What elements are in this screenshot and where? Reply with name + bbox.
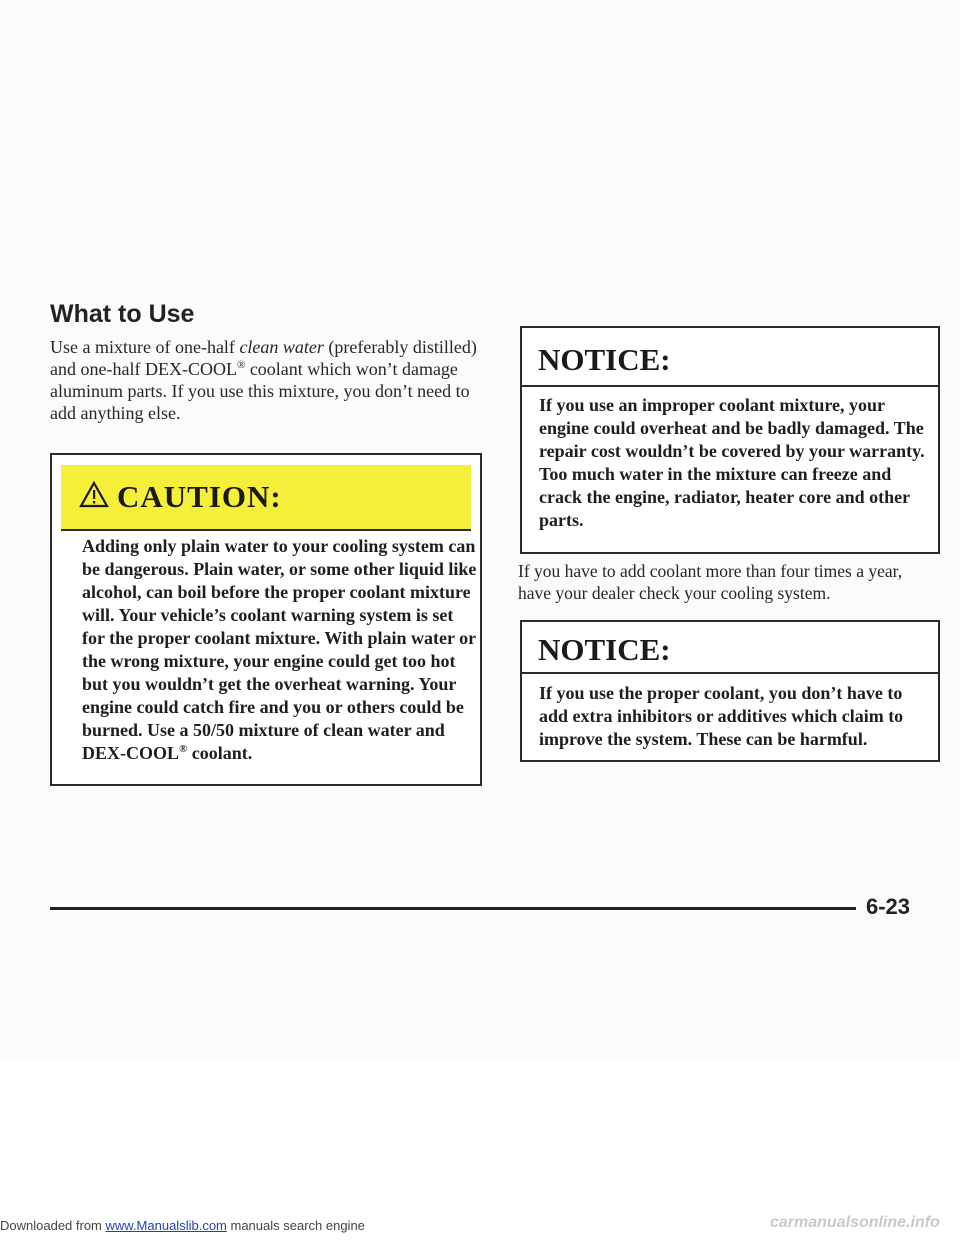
coolant-frequency-paragraph: If you have to add coolant more than four times a year, have your dealer check your cooling system. bbox=[518, 561, 903, 603]
banner-suffix: manuals search engine bbox=[226, 1218, 365, 1233]
notice-body: If you use an improper coolant mixture, your engine could overheat and be badly damaged. The repair cost wouldn’t be covered by your warranty. Too much water in the mixture can freeze and crack the engine, radiator, heater core and other parts. bbox=[539, 395, 925, 530]
section-heading: What to Use bbox=[50, 300, 195, 328]
caution-title: CAUTION: bbox=[117, 479, 282, 514]
caution-text-tail: coolant. bbox=[187, 743, 253, 763]
notice-title: NOTICE: bbox=[538, 342, 671, 377]
notice-divider bbox=[522, 672, 938, 674]
page-number: 6-23 bbox=[866, 894, 911, 919]
manualslib-link[interactable]: www.Manualslib.com bbox=[105, 1218, 227, 1233]
intro-tail: coolant which won’t damage aluminum parts. If you use this mixture, you don’t need to add anything else. bbox=[50, 359, 470, 423]
caution-box bbox=[50, 453, 482, 786]
notice-body: If you use the proper coolant, you don’t have to add extra inhibitors or additives which claim to improve the system. These can be harmful. bbox=[539, 683, 904, 749]
notice-title: NOTICE: bbox=[538, 632, 671, 667]
download-banner bbox=[0, 1218, 600, 1233]
caution-header bbox=[61, 465, 471, 531]
caution-text: Adding only plain water to your cooling system can be dangerous. Plain water, or some other liquid like alcohol, can boil before the proper coolant mixture will. Your vehicle’s coolant warning system is set for the proper coolant mixture. With plain water or the wrong mixture, your engine could get too hot but you wouldn’t get the overheat warning. Your engine could catch fire and you or others could be burned. Use a 50/50 mixture of clean water and DEX-COOL bbox=[82, 536, 477, 763]
footer-rule bbox=[50, 907, 856, 910]
caution-body bbox=[82, 535, 477, 765]
notice-divider bbox=[522, 385, 938, 387]
registered-mark: ® bbox=[179, 743, 188, 755]
intro-lead: Use a mixture of one-half bbox=[50, 337, 240, 357]
registered-mark: ® bbox=[236, 359, 246, 371]
notice-box-coolant-mixture bbox=[520, 326, 940, 554]
intro-emphasis: clean water bbox=[239, 337, 324, 357]
notice-box-inhibitors bbox=[520, 620, 940, 762]
intro-middle: (preferably distilled) and one-half DEX-COOL bbox=[50, 337, 477, 379]
watermark: carmanualsonline.info bbox=[770, 1214, 940, 1231]
banner-prefix: Downloaded from bbox=[0, 1218, 106, 1233]
warning-triangle-icon bbox=[79, 481, 109, 513]
intro-paragraph bbox=[50, 336, 490, 424]
